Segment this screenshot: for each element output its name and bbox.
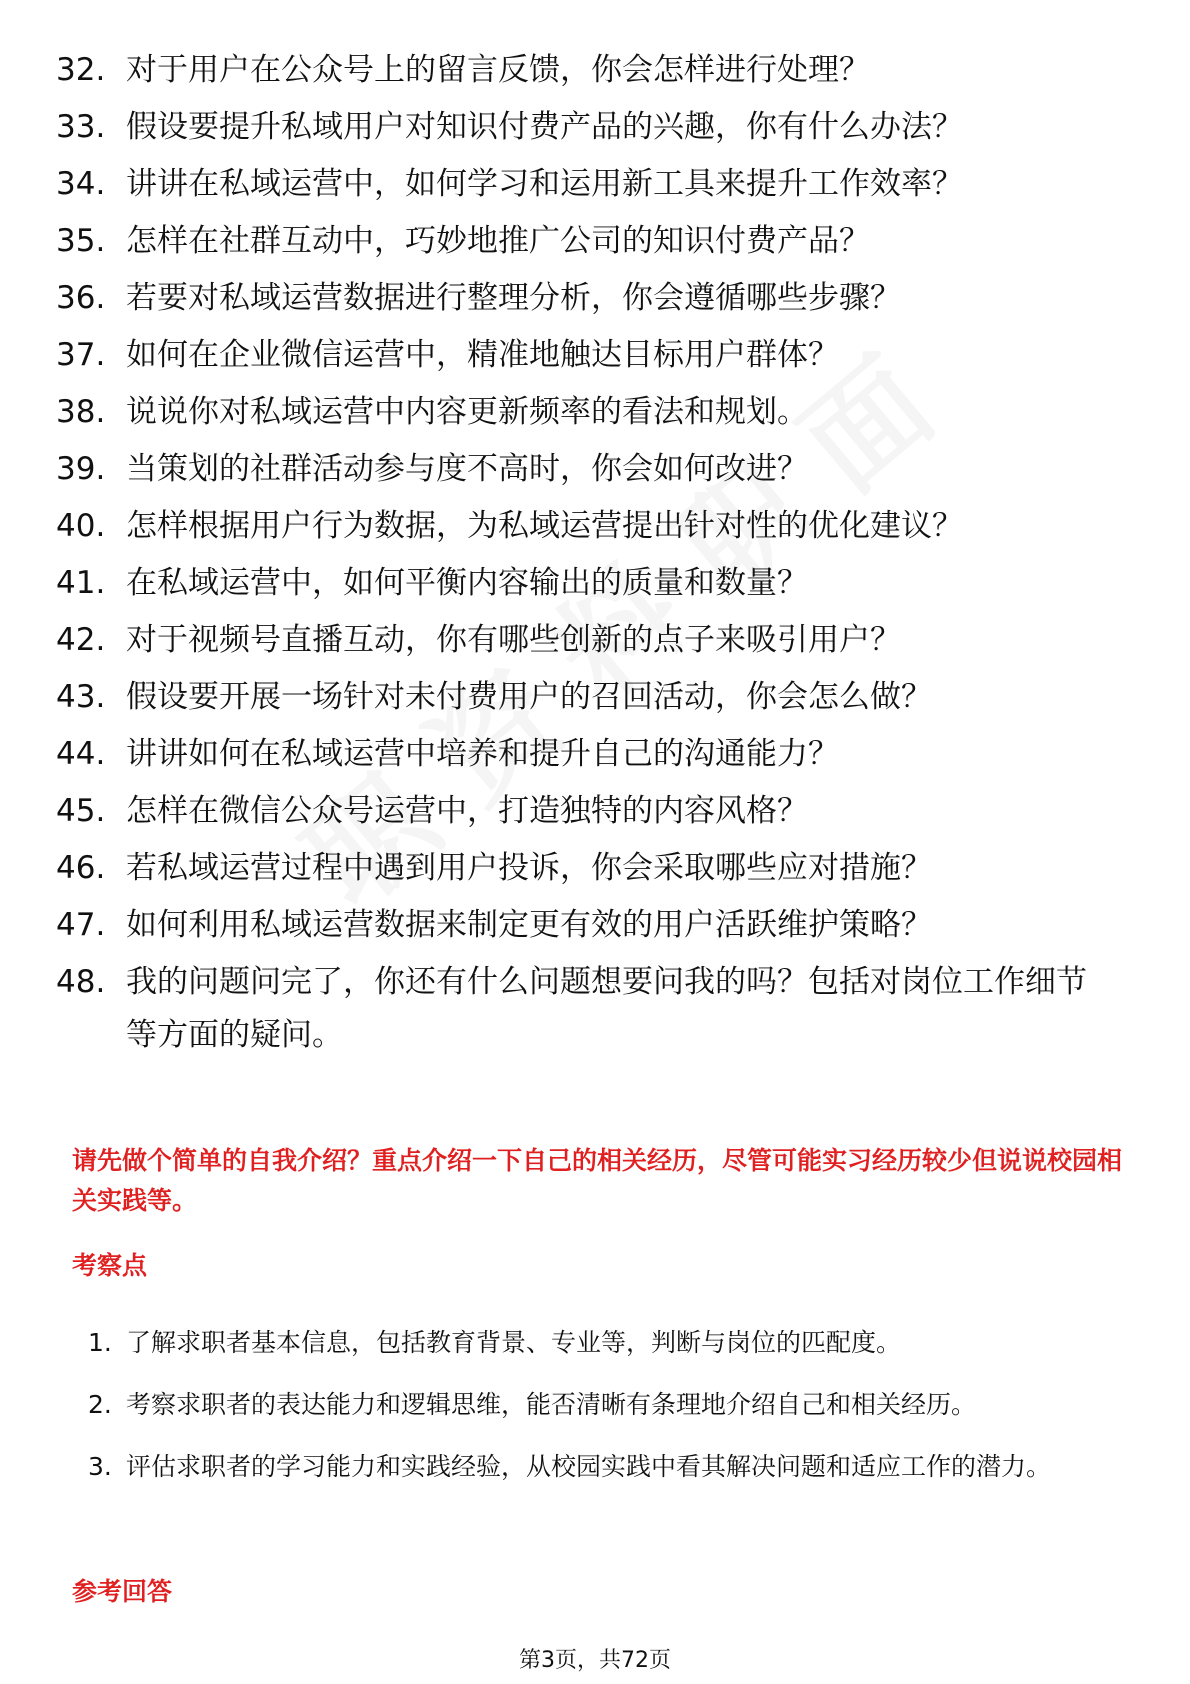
question-number: 38. (56, 394, 106, 430)
question-number: 36. (56, 280, 106, 316)
question-item (56, 842, 1116, 895)
question-text: 讲讲如何在私域运营中培养和提升自己的沟通能力？ (126, 736, 839, 772)
question-text: 若私域运营过程中遇到用户投诉，你会采取哪些应对措施？ (126, 850, 932, 886)
question-text: 对于用户在公众号上的留言反馈，你会怎样进行处理？ (126, 52, 870, 88)
question-number: 43. (56, 679, 106, 715)
question-text: 我的问题问完了，你还有什么问题想要问我的吗？包括对岗位工作细节等方面的疑问。 (126, 964, 1087, 1053)
question-number: 48. (56, 964, 106, 1000)
question-number: 46. (56, 850, 106, 886)
question-text: 怎样根据用户行为数据，为私域运营提出针对性的优化建议？ (126, 508, 963, 544)
question-number: 35. (56, 223, 106, 259)
question-text: 如何在企业微信运营中，精准地触达目标用户群体？ (126, 337, 839, 373)
question-number: 45. (56, 793, 106, 829)
focus-point-number: 1. (88, 1328, 112, 1357)
question-item (56, 443, 1116, 496)
question-number: 40. (56, 508, 106, 544)
question-item (56, 44, 1116, 97)
question-item (56, 557, 1116, 610)
interview-prompt: 请先做个简单的自我介绍？重点介绍一下自己的相关经历，尽管可能实习经历较少但说说校园相关实践等。 (72, 1146, 1123, 1215)
question-item (56, 215, 1116, 268)
question-text: 在私域运营中，如何平衡内容输出的质量和数量？ (126, 565, 808, 601)
question-item (56, 158, 1116, 211)
question-number: 37. (56, 337, 106, 373)
focus-heading: 考察点 (72, 1251, 148, 1280)
focus-point (88, 1380, 1128, 1430)
question-text: 讲讲在私域运营中，如何学习和运用新工具来提升工作效率？ (126, 166, 963, 202)
question-text: 说说你对私域运营中内容更新频率的看法和规划。 (126, 394, 808, 430)
question-item (56, 728, 1116, 781)
focus-point (88, 1318, 1128, 1368)
question-item (56, 500, 1116, 553)
question-text: 对于视频号直播互动，你有哪些创新的点子来吸引用户？ (126, 622, 901, 658)
question-text: 怎样在微信公众号运营中，打造独特的内容风格？ (126, 793, 808, 829)
question-text: 假设要开展一场针对未付费用户的召回活动，你会怎么做？ (126, 679, 932, 715)
focus-point (88, 1442, 1128, 1492)
question-text: 假设要提升私域用户对知识付费产品的兴趣，你有什么办法？ (126, 109, 963, 145)
question-item (56, 956, 1116, 1062)
question-number: 39. (56, 451, 106, 487)
focus-point-text: 考察求职者的表达能力和逻辑思维，能否清晰有条理地介绍自己和相关经历。 (126, 1390, 977, 1419)
page-footer: 第3页，共72页 (519, 1648, 671, 1673)
question-number: 42. (56, 622, 106, 658)
question-item (56, 386, 1116, 439)
question-text: 当策划的社群活动参与度不高时，你会如何改进？ (126, 451, 808, 487)
question-item (56, 671, 1116, 724)
focus-point-number: 3. (88, 1452, 112, 1481)
question-number: 44. (56, 736, 106, 772)
question-number: 33. (56, 109, 106, 145)
question-item (56, 785, 1116, 838)
reference-heading: 参考回答 (72, 1577, 173, 1606)
question-number: 47. (56, 907, 106, 943)
question-text: 若要对私域运营数据进行整理分析，你会遵循哪些步骤？ (126, 280, 901, 316)
question-number: 34. (56, 166, 106, 202)
question-item (56, 329, 1116, 382)
focus-point-text: 了解求职者基本信息，包括教育背景、专业等，判断与岗位的匹配度。 (126, 1328, 902, 1357)
question-item (56, 899, 1116, 952)
question-number: 41. (56, 565, 106, 601)
question-text: 如何利用私域运营数据来制定更有效的用户活跃维护策略？ (126, 907, 932, 943)
focus-point-text: 评估求职者的学习能力和实践经验，从校园实践中看其解决问题和适应工作的潜力。 (126, 1452, 1052, 1481)
question-text: 怎样在社群互动中，巧妙地推广公司的知识付费产品？ (126, 223, 870, 259)
question-item (56, 614, 1116, 667)
focus-point-number: 2. (88, 1390, 112, 1419)
question-number: 32. (56, 52, 106, 88)
question-item (56, 272, 1116, 325)
question-item (56, 101, 1116, 154)
